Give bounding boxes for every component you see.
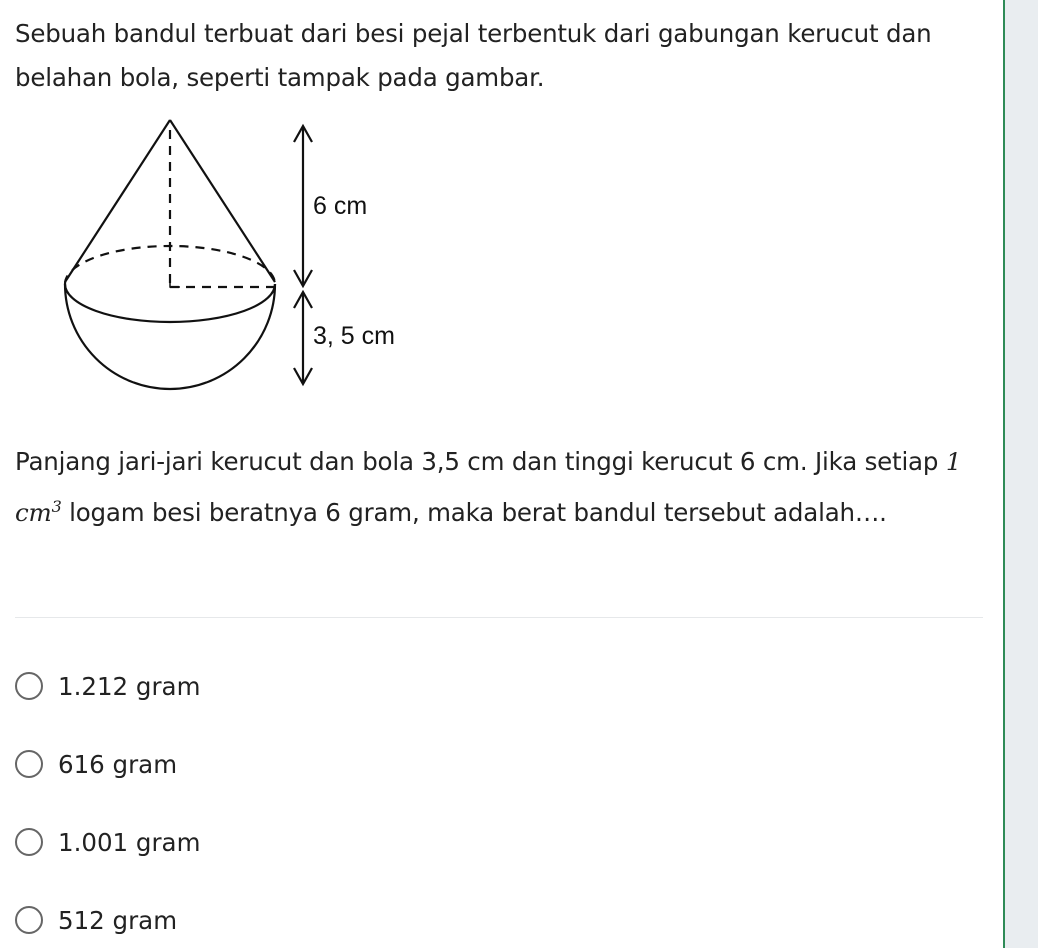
divider xyxy=(15,617,983,618)
question-intro: Sebuah bandul terbuat dari besi pejal terbentuk dari gabungan kerucut dan belahan bola, seperti tampak pada gambar. xyxy=(15,19,932,92)
label-cone-height: 6 cm xyxy=(313,192,368,220)
right-angle-mark xyxy=(170,275,180,287)
unit-exponent: 3 xyxy=(51,497,62,516)
question-text xyxy=(15,439,983,535)
question-text-part2: logam besi beratnya 6 gram, maka berat bandul tersebut adalah…. xyxy=(61,498,887,528)
radio-icon[interactable] xyxy=(15,672,43,700)
right-sidebar-edge xyxy=(1003,0,1038,948)
hemisphere-arc xyxy=(65,284,275,389)
option-a[interactable] xyxy=(15,666,200,706)
unit-math: 1 cm xyxy=(15,447,962,528)
option-label: 1.212 gram xyxy=(58,671,201,701)
radio-icon[interactable] xyxy=(15,906,43,934)
label-radius: 3, 5 cm xyxy=(313,322,395,350)
radio-icon[interactable] xyxy=(15,750,43,778)
option-d[interactable] xyxy=(15,900,177,940)
pendulum-figure xyxy=(45,112,445,402)
cone-right-edge xyxy=(170,120,275,282)
cone-hemisphere-diagram xyxy=(45,112,445,402)
option-label: 1.001 gram xyxy=(58,827,201,857)
option-label: 616 gram xyxy=(58,749,178,779)
ellipse-front xyxy=(65,284,275,322)
question-card xyxy=(15,0,983,935)
option-label: 512 gram xyxy=(58,905,178,935)
radio-icon[interactable] xyxy=(15,828,43,856)
cone-left-edge xyxy=(65,120,170,282)
option-c[interactable] xyxy=(15,822,200,862)
question-text-part1: Panjang jari-jari kerucut dan bola 3,5 cm dan tinggi kerucut 6 cm. Jika setiap xyxy=(15,447,946,476)
option-b[interactable] xyxy=(15,744,177,784)
